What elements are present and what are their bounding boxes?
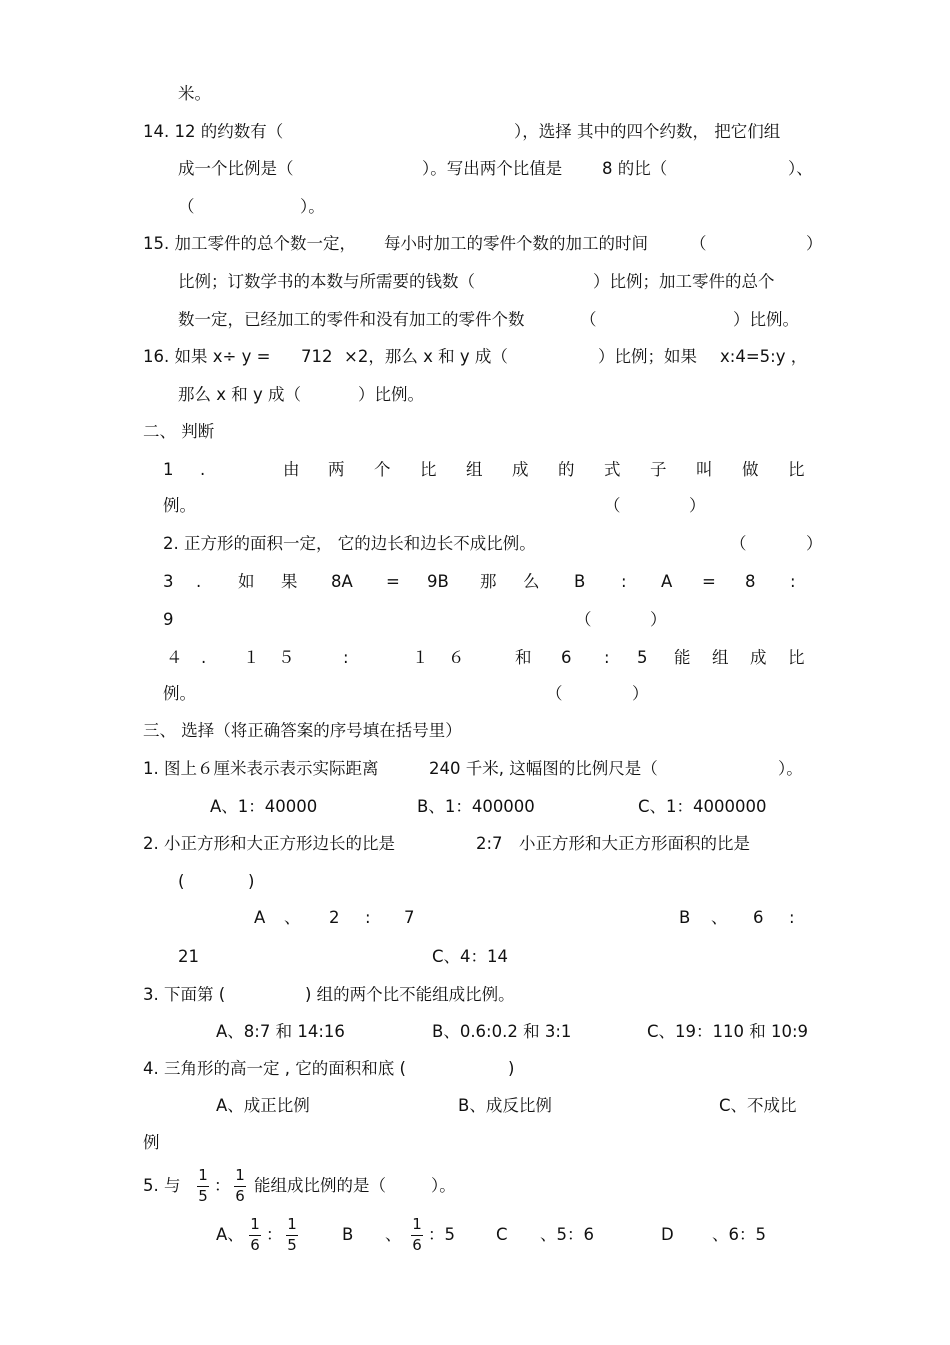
- ratio-colon: ：: [214, 1176, 231, 1195]
- justified-char: 5: [637, 648, 648, 667]
- option-b-part: 、: [711, 908, 728, 927]
- option-b-part: B: [679, 908, 691, 927]
- option-a-part: 、: [284, 908, 301, 927]
- justified-char: =: [386, 572, 400, 591]
- denominator: 5: [198, 1187, 208, 1205]
- question-14-text: ）。写出两个比值是: [422, 159, 563, 178]
- justified-char: :: [790, 572, 796, 591]
- justified-char: :: [604, 648, 610, 667]
- justified-char: 么: [523, 572, 540, 591]
- justified-char: ６: [448, 648, 465, 667]
- fraction-one-sixth: [249, 1217, 261, 1253]
- question-14-text: 14. 12 的约数有（: [143, 122, 284, 141]
- option-a-part: A: [254, 908, 266, 927]
- question-15-text: 比例；订数学书的本数与所需要的钱数（: [178, 272, 475, 291]
- option-b-text: ：5: [428, 1225, 455, 1244]
- question-16-text: ×2，那么 x 和 y 成（: [344, 347, 508, 366]
- choice-1-text: 1. 图上６厘米表示表示实际距离: [143, 759, 379, 778]
- fraction-one-sixth: [234, 1168, 246, 1204]
- justified-char: １: [412, 648, 429, 667]
- question-15-text: ）比例；加工零件的总个: [593, 272, 775, 291]
- justified-char: .: [196, 572, 202, 591]
- option-b-part: 21: [178, 947, 199, 966]
- justified-char: 比: [420, 460, 437, 479]
- choice-4-text: 4. 三角形的高一定 , 它的面积和底 (: [143, 1059, 406, 1078]
- section-heading-judge: 二、 判断: [143, 422, 215, 441]
- judge-4-text: 例。: [163, 684, 196, 703]
- option-a-label: A、: [216, 1225, 244, 1244]
- question-15-text: （: [690, 234, 707, 253]
- justified-char: .: [200, 460, 206, 479]
- option-a: A、8:7 和 14:16: [216, 1022, 345, 1041]
- option-d-label: D: [661, 1225, 674, 1244]
- justified-char: 个: [374, 460, 391, 479]
- numerator: 1: [235, 1166, 245, 1184]
- justified-char: :: [621, 572, 627, 591]
- choice-2-paren: (: [178, 872, 185, 891]
- denominator: 6: [250, 1236, 260, 1254]
- judge-4-paren: ）: [632, 684, 649, 703]
- justified-char: :: [343, 648, 349, 667]
- choice-2-text: 2. 小正方形和大正方形边长的比是: [143, 834, 395, 853]
- question-14-text: 8 的比（: [602, 159, 668, 178]
- question-15-text: 数一定，已经加工的零件和没有加工的零件个数: [178, 310, 525, 329]
- option-b: B、0.6:0.2 和 3:1: [432, 1022, 572, 1041]
- fraction-one-fifth: [197, 1168, 209, 1204]
- choice-2-text: 2:7: [476, 834, 503, 853]
- fraction-one-fifth: [286, 1217, 298, 1253]
- justified-char: 成: [512, 460, 529, 479]
- text-line: 米。: [178, 84, 211, 103]
- justified-char: 的: [558, 460, 575, 479]
- justified-char: 由: [283, 460, 300, 479]
- option-b-part: :: [789, 908, 795, 927]
- question-15-text: （: [580, 310, 597, 329]
- option-b-label: 、: [385, 1225, 402, 1244]
- justified-char: １: [243, 648, 260, 667]
- denominator: 6: [235, 1187, 245, 1205]
- choice-5-text: 5. 与: [143, 1176, 181, 1195]
- judge-1-paren: ）: [689, 496, 706, 515]
- option-a: A、成正比例: [216, 1096, 310, 1115]
- justified-char: 式: [604, 460, 621, 479]
- question-14-text: ）。: [300, 197, 325, 216]
- justified-char: 做: [742, 460, 759, 479]
- question-16-text: ）比例；如果: [598, 347, 697, 366]
- question-16-text: ）比例。: [358, 385, 424, 404]
- option-c-label: C: [496, 1225, 508, 1244]
- justified-char: 两: [328, 460, 345, 479]
- justified-char: A: [661, 572, 673, 591]
- option-a-part: :: [365, 908, 371, 927]
- numerator: 1: [287, 1215, 297, 1233]
- choice-3-text: ) 组的两个比不能组成比例。: [305, 985, 515, 1004]
- denominator: 6: [412, 1236, 422, 1254]
- choice-2-paren: ): [248, 872, 255, 891]
- question-14-text: （: [178, 197, 195, 216]
- fraction-one-sixth: [411, 1217, 423, 1253]
- choice-4-text: ): [508, 1059, 515, 1078]
- justified-char: B: [574, 572, 586, 591]
- justified-char: .: [201, 648, 207, 667]
- justified-char: 8: [745, 572, 756, 591]
- option-c-text: 、5：6: [540, 1225, 594, 1244]
- option-d-text: 、6：5: [712, 1225, 766, 1244]
- judge-4-paren: （: [546, 684, 563, 703]
- justified-char: 组: [466, 460, 483, 479]
- justified-char: 9B: [427, 572, 449, 591]
- question-14-text: ），选择 其中的四个约数， 把它们组: [514, 122, 781, 141]
- justified-char: 子: [650, 460, 667, 479]
- section-heading-choice: 三、 选择（将正确答案的序号填在括号里）: [143, 721, 462, 740]
- question-15-text: 每小时加工的零件个数的加工的时间: [384, 234, 648, 253]
- option-a: A、1：40000: [210, 797, 318, 816]
- question-15-text: ）: [806, 234, 823, 253]
- question-14-text: ）、: [788, 159, 813, 178]
- choice-3-text: 3. 下面第 (: [143, 985, 226, 1004]
- justified-char: ５: [278, 648, 295, 667]
- option-a-part: 7: [404, 908, 415, 927]
- numerator: 1: [250, 1215, 260, 1233]
- question-16-text: 16. 如果 x÷ y =: [143, 347, 271, 366]
- question-16-text: 那么 x 和 y 成（: [178, 385, 302, 404]
- numerator: 1: [412, 1215, 422, 1233]
- justified-char: 6: [561, 648, 572, 667]
- justified-char: 成: [750, 648, 767, 667]
- justified-char: 果: [281, 572, 298, 591]
- justified-char: 那: [480, 572, 497, 591]
- denominator: 5: [287, 1236, 297, 1254]
- justified-char: 8A: [331, 572, 353, 591]
- justified-char: 3: [163, 572, 174, 591]
- question-15-text: 15. 加工零件的总个数一定，: [143, 234, 356, 253]
- choice-5-text: 能组成比例的是（: [254, 1176, 386, 1195]
- justified-char: =: [702, 572, 716, 591]
- option-b-part: 6: [753, 908, 764, 927]
- option-b: B、1：400000: [417, 797, 535, 816]
- option-b-label: B: [342, 1225, 354, 1244]
- question-16-text: 712: [301, 347, 333, 366]
- judge-2-text: 2. 正方形的面积一定， 它的边长和边长不成比例。: [163, 534, 536, 553]
- question-14-text: 成一个比例是（: [178, 159, 294, 178]
- justified-char: 如: [238, 572, 255, 591]
- justified-char: 和: [515, 648, 532, 667]
- justified-char: ４: [166, 648, 183, 667]
- judge-3-text: 9: [163, 610, 174, 629]
- choice-1-text: ）。: [778, 759, 803, 778]
- justified-char: 能: [674, 648, 691, 667]
- option-c: C、4：14: [432, 947, 509, 966]
- question-16-text: x:4=5:y ，: [720, 347, 808, 366]
- judge-3-paren: （: [575, 610, 592, 629]
- question-15-text: ）比例。: [733, 310, 799, 329]
- option-c: C、1：4000000: [638, 797, 767, 816]
- justified-char: 组: [712, 648, 729, 667]
- justified-char: 1: [163, 460, 174, 479]
- choice-5-text: ）。: [431, 1176, 456, 1195]
- choice-2-text: 小正方形和大正方形面积的比是: [519, 834, 750, 853]
- judge-3-paren: ）: [650, 610, 667, 629]
- justified-char: 比: [788, 460, 805, 479]
- ratio-colon: ：: [266, 1225, 283, 1244]
- judge-2-paren: （: [730, 534, 747, 553]
- option-c-continued: 例: [143, 1133, 160, 1152]
- judge-2-paren: ）: [806, 534, 823, 553]
- judge-1-paren: （: [604, 496, 621, 515]
- option-c: C、19：110 和 10:9: [647, 1022, 809, 1041]
- choice-1-text: 240 千米, 这幅图的比例尺是（: [429, 759, 658, 778]
- option-a-part: 2: [329, 908, 340, 927]
- option-b: B、成反比例: [458, 1096, 552, 1115]
- justified-char: 比: [788, 648, 805, 667]
- justified-char: 叫: [696, 460, 713, 479]
- option-c: C、不成比: [719, 1096, 797, 1115]
- judge-1-text: 例。: [163, 496, 196, 515]
- numerator: 1: [198, 1166, 208, 1184]
